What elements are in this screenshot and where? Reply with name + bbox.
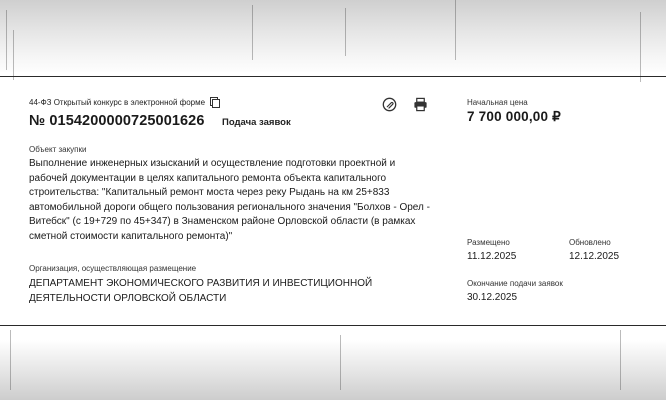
updated-label: Обновлено bbox=[569, 238, 611, 247]
organization-name[interactable]: ДЕПАРТАМЕНТ ЭКОНОМИЧЕСКОГО РАЗВИТИЯ И ИНВЕСТИЦИОННОЙ ДЕЯТЕЛЬНОСТИ ОРЛОВСКОЙ ОБЛАСТИ bbox=[29, 278, 373, 304]
scratch-mark bbox=[10, 330, 11, 390]
updated-value: 12.12.2025 bbox=[569, 251, 620, 262]
background-top bbox=[0, 0, 666, 72]
paperclip-icon[interactable] bbox=[381, 96, 397, 112]
background-bottom bbox=[0, 340, 666, 400]
price-label: Начальная цена bbox=[467, 98, 528, 107]
deadline-date-block bbox=[467, 279, 563, 303]
purchase-type-row bbox=[29, 97, 219, 107]
copy-icon[interactable] bbox=[210, 97, 219, 107]
deadline-value: 30.12.2025 bbox=[467, 292, 518, 303]
card-bottom-border bbox=[0, 325, 666, 326]
printer-icon[interactable] bbox=[412, 96, 428, 112]
scratch-mark bbox=[13, 30, 14, 80]
deadline-label: Окончание подачи заявок bbox=[467, 279, 563, 288]
scratch-mark bbox=[455, 0, 456, 60]
posted-label: Размещено bbox=[467, 238, 510, 247]
updated-date-block bbox=[569, 238, 619, 262]
purchase-type-label: 44-ФЗ Открытый конкурс в электронной форме bbox=[29, 97, 206, 107]
posted-date-block bbox=[467, 238, 516, 262]
organization-label: Организация, осуществляющая размещение bbox=[29, 264, 197, 273]
scratch-mark bbox=[345, 8, 346, 56]
scratch-mark bbox=[6, 10, 7, 70]
stage-status: Подача заявок bbox=[222, 117, 291, 128]
scratch-mark bbox=[340, 335, 341, 390]
posted-value: 11.12.2025 bbox=[467, 251, 517, 262]
scratch-mark bbox=[620, 330, 621, 390]
object-label: Объект закупки bbox=[29, 145, 87, 154]
price-value: 7 700 000,00 ₽ bbox=[467, 109, 561, 124]
object-description[interactable]: Выполнение инженерных изысканий и осуществление подготовки проектной и рабочей документации в целях капитального ремонта объекта капитального строительства: "Капитальный ремонт моста через реку Рыдань на км 25+833 автомобильной дороги общего пользования регионального значения "Болхов - Орел - Витебск" (с 19+729 по 45+347) в Знаменском районе Орловской области (в рамках сметной стоимости капитального ремонта)" bbox=[29, 158, 430, 242]
scratch-mark bbox=[252, 5, 253, 60]
scratch-mark bbox=[640, 12, 641, 82]
registry-number[interactable]: № 0154200000725001626 bbox=[29, 113, 205, 129]
